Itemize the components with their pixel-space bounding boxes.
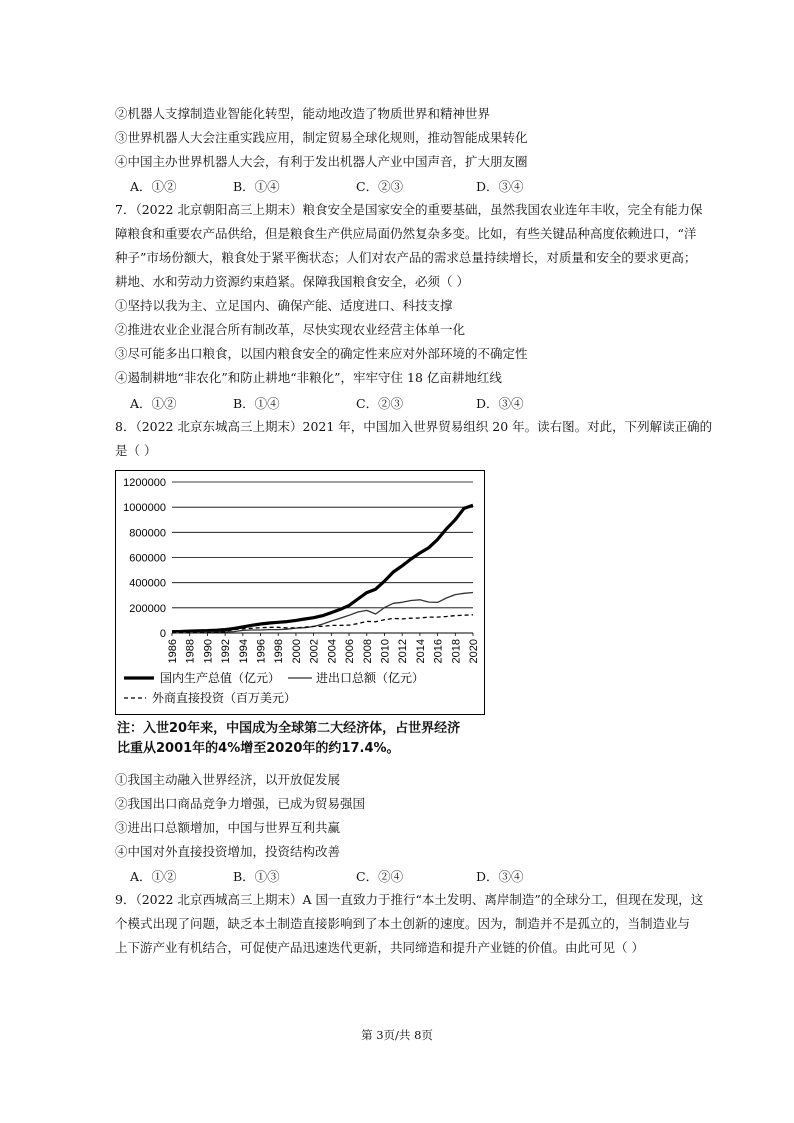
q7-option-d[interactable]: D．③④ [476, 396, 524, 411]
x-tick-label: 1996 [255, 639, 268, 664]
x-tick-label: 2008 [361, 639, 374, 664]
x-tick-label: 1998 [273, 639, 286, 664]
chart-svg [116, 471, 484, 714]
x-tick-label: 1986 [167, 639, 179, 664]
q7-stem-1: 7．（2022 北京朝阳高三上期末）粮食安全是国家安全的重要基础，虽然我国农业连年丰收，完全有能力保 [115, 202, 703, 217]
x-tick-label: 2010 [379, 639, 392, 664]
q7-item-4: ④遏制耕地“非农化”和防止耕地“非粮化”，牢牢守住 18 亿亩耕地红线 [115, 370, 502, 385]
x-tick-label: 2000 [290, 639, 303, 664]
q6-option-a[interactable]: A．①② [130, 179, 177, 194]
x-tick-label: 2020 [468, 639, 480, 664]
legend-label-1: 国内生产总值（亿元） [160, 671, 281, 685]
q8-stem-2: 是（ ） [115, 443, 157, 458]
chart-note-2: 比重从2001年的4%增至2020年的约17.4%。 [117, 741, 400, 756]
q8-item-1: ①我国主动融入世界经济，以开放促发展 [115, 772, 341, 787]
q6-option-b[interactable]: B．①④ [233, 179, 280, 194]
x-tick-label: 1988 [184, 639, 197, 664]
q9-stem-3: 上下游产业有机结合，可促使产品迅速迭代更新，共同缔造和提升产业链的价值。由此可见（ ） [115, 940, 644, 955]
y-tick-label: 800000 [129, 527, 166, 540]
q8-option-a[interactable]: A．①② [130, 869, 177, 884]
q9-stem-1: 9．（2022 北京西城高三上期末）A 国一直致力于推行“本土发明、离岸制造”的全球分工，但现在发现，这 [115, 892, 704, 907]
q6-item-2: ②机器人支撑制造业智能化转型，能动地改造了物质世界和精神世界 [115, 106, 491, 121]
y-tick-label: 1000000 [123, 502, 166, 515]
gdp-trade-fdi-chart [115, 470, 485, 715]
x-tick-label: 2004 [326, 639, 339, 664]
q7-item-3: ③尽可能多出口粮食，以国内粮食安全的确定性来应对外部环境的不确定性 [115, 346, 528, 361]
q7-options [130, 394, 690, 412]
q6-item-4: ④中国主办世界机器人大会，有利于发出机器人产业中国声音，扩大朋友圈 [115, 154, 528, 169]
page-footer: 第 3页/共 8页 [361, 1028, 433, 1042]
legend-label-2: 进出口总额（亿元） [316, 671, 425, 685]
q6-item-3: ③世界机器人大会注重实践应用，制定贸易全球化规则，推动智能成果转化 [115, 130, 528, 145]
q7-item-1: ①坚持以我为主、立足国内、确保产能、适度进口、科技支撑 [115, 298, 453, 313]
chart-note-1: 注：入世20年来，中国成为全球第二大经济体，占世界经济 [117, 721, 461, 736]
q7-item-2: ②推进农业企业混合所有制改革，尽快实现农业经营主体单一化 [115, 322, 466, 337]
q7-option-a[interactable]: A．①② [130, 396, 177, 411]
q7-option-c[interactable]: C．②③ [356, 396, 404, 411]
q8-option-b[interactable]: B．①③ [233, 869, 280, 884]
y-tick-label: 0 [159, 628, 166, 640]
q8-stem-1: 8．（2022 北京东城高三上期末）2021 年，中国加入世界贸易组织 20 年。读右图。对此，下列解读正确的 [115, 419, 713, 434]
y-tick-label: 400000 [129, 577, 166, 590]
q8-item-4: ④中国对外直接投资增加，投资结构改善 [115, 844, 341, 859]
q7-option-b[interactable]: B．①④ [233, 396, 280, 411]
x-tick-label: 2016 [432, 639, 445, 664]
x-tick-label: 2018 [450, 639, 463, 664]
y-tick-label: 600000 [129, 552, 166, 565]
q6-option-c[interactable]: C．②③ [356, 179, 404, 194]
q7-stem-4: 耕地、水和劳动力资源约束趋紧。保障我国粮食安全，必须（ ） [115, 274, 469, 289]
q7-stem-2: 障粮食和重要农产品供给，但是粮食生产供应局面仍然复杂多变。比如，有些关键品种高度依赖进口，“洋 [115, 226, 697, 241]
q8-item-2: ②我国出口商品竞争力增强，已成为贸易强国 [115, 796, 366, 811]
x-tick-label: 2006 [344, 639, 357, 664]
y-tick-label: 1200000 [123, 477, 166, 489]
q8-options [130, 867, 690, 885]
q8-option-d[interactable]: D．③④ [476, 869, 524, 884]
x-tick-label: 2012 [397, 639, 410, 664]
series-line-1 [172, 505, 473, 631]
x-tick-label: 1994 [237, 639, 250, 664]
x-tick-label: 2002 [308, 639, 321, 664]
q8-option-c[interactable]: C．②④ [356, 869, 404, 884]
q7-stem-3: 种子”市场份额大，粮食处于紧平衡状态；人们对农产品的需求总量持续增长，对质量和安全的要求更高； [115, 250, 697, 265]
q9-stem-2: 个模式出现了问题，缺乏本土制造直接影响到了本土创新的速度。因为，制造并不是孤立的，当制造业与 [115, 916, 691, 931]
q6-options [130, 177, 690, 195]
x-tick-label: 2014 [414, 639, 427, 664]
legend-label-3: 外商直接投资（百万美元） [152, 691, 297, 705]
y-tick-label: 200000 [129, 602, 166, 615]
x-tick-label: 1992 [220, 639, 233, 664]
x-tick-label: 1990 [202, 639, 215, 664]
q8-item-3: ③进出口总额增加，中国与世界互利共赢 [115, 820, 341, 835]
q6-option-d[interactable]: D．③④ [476, 179, 524, 194]
